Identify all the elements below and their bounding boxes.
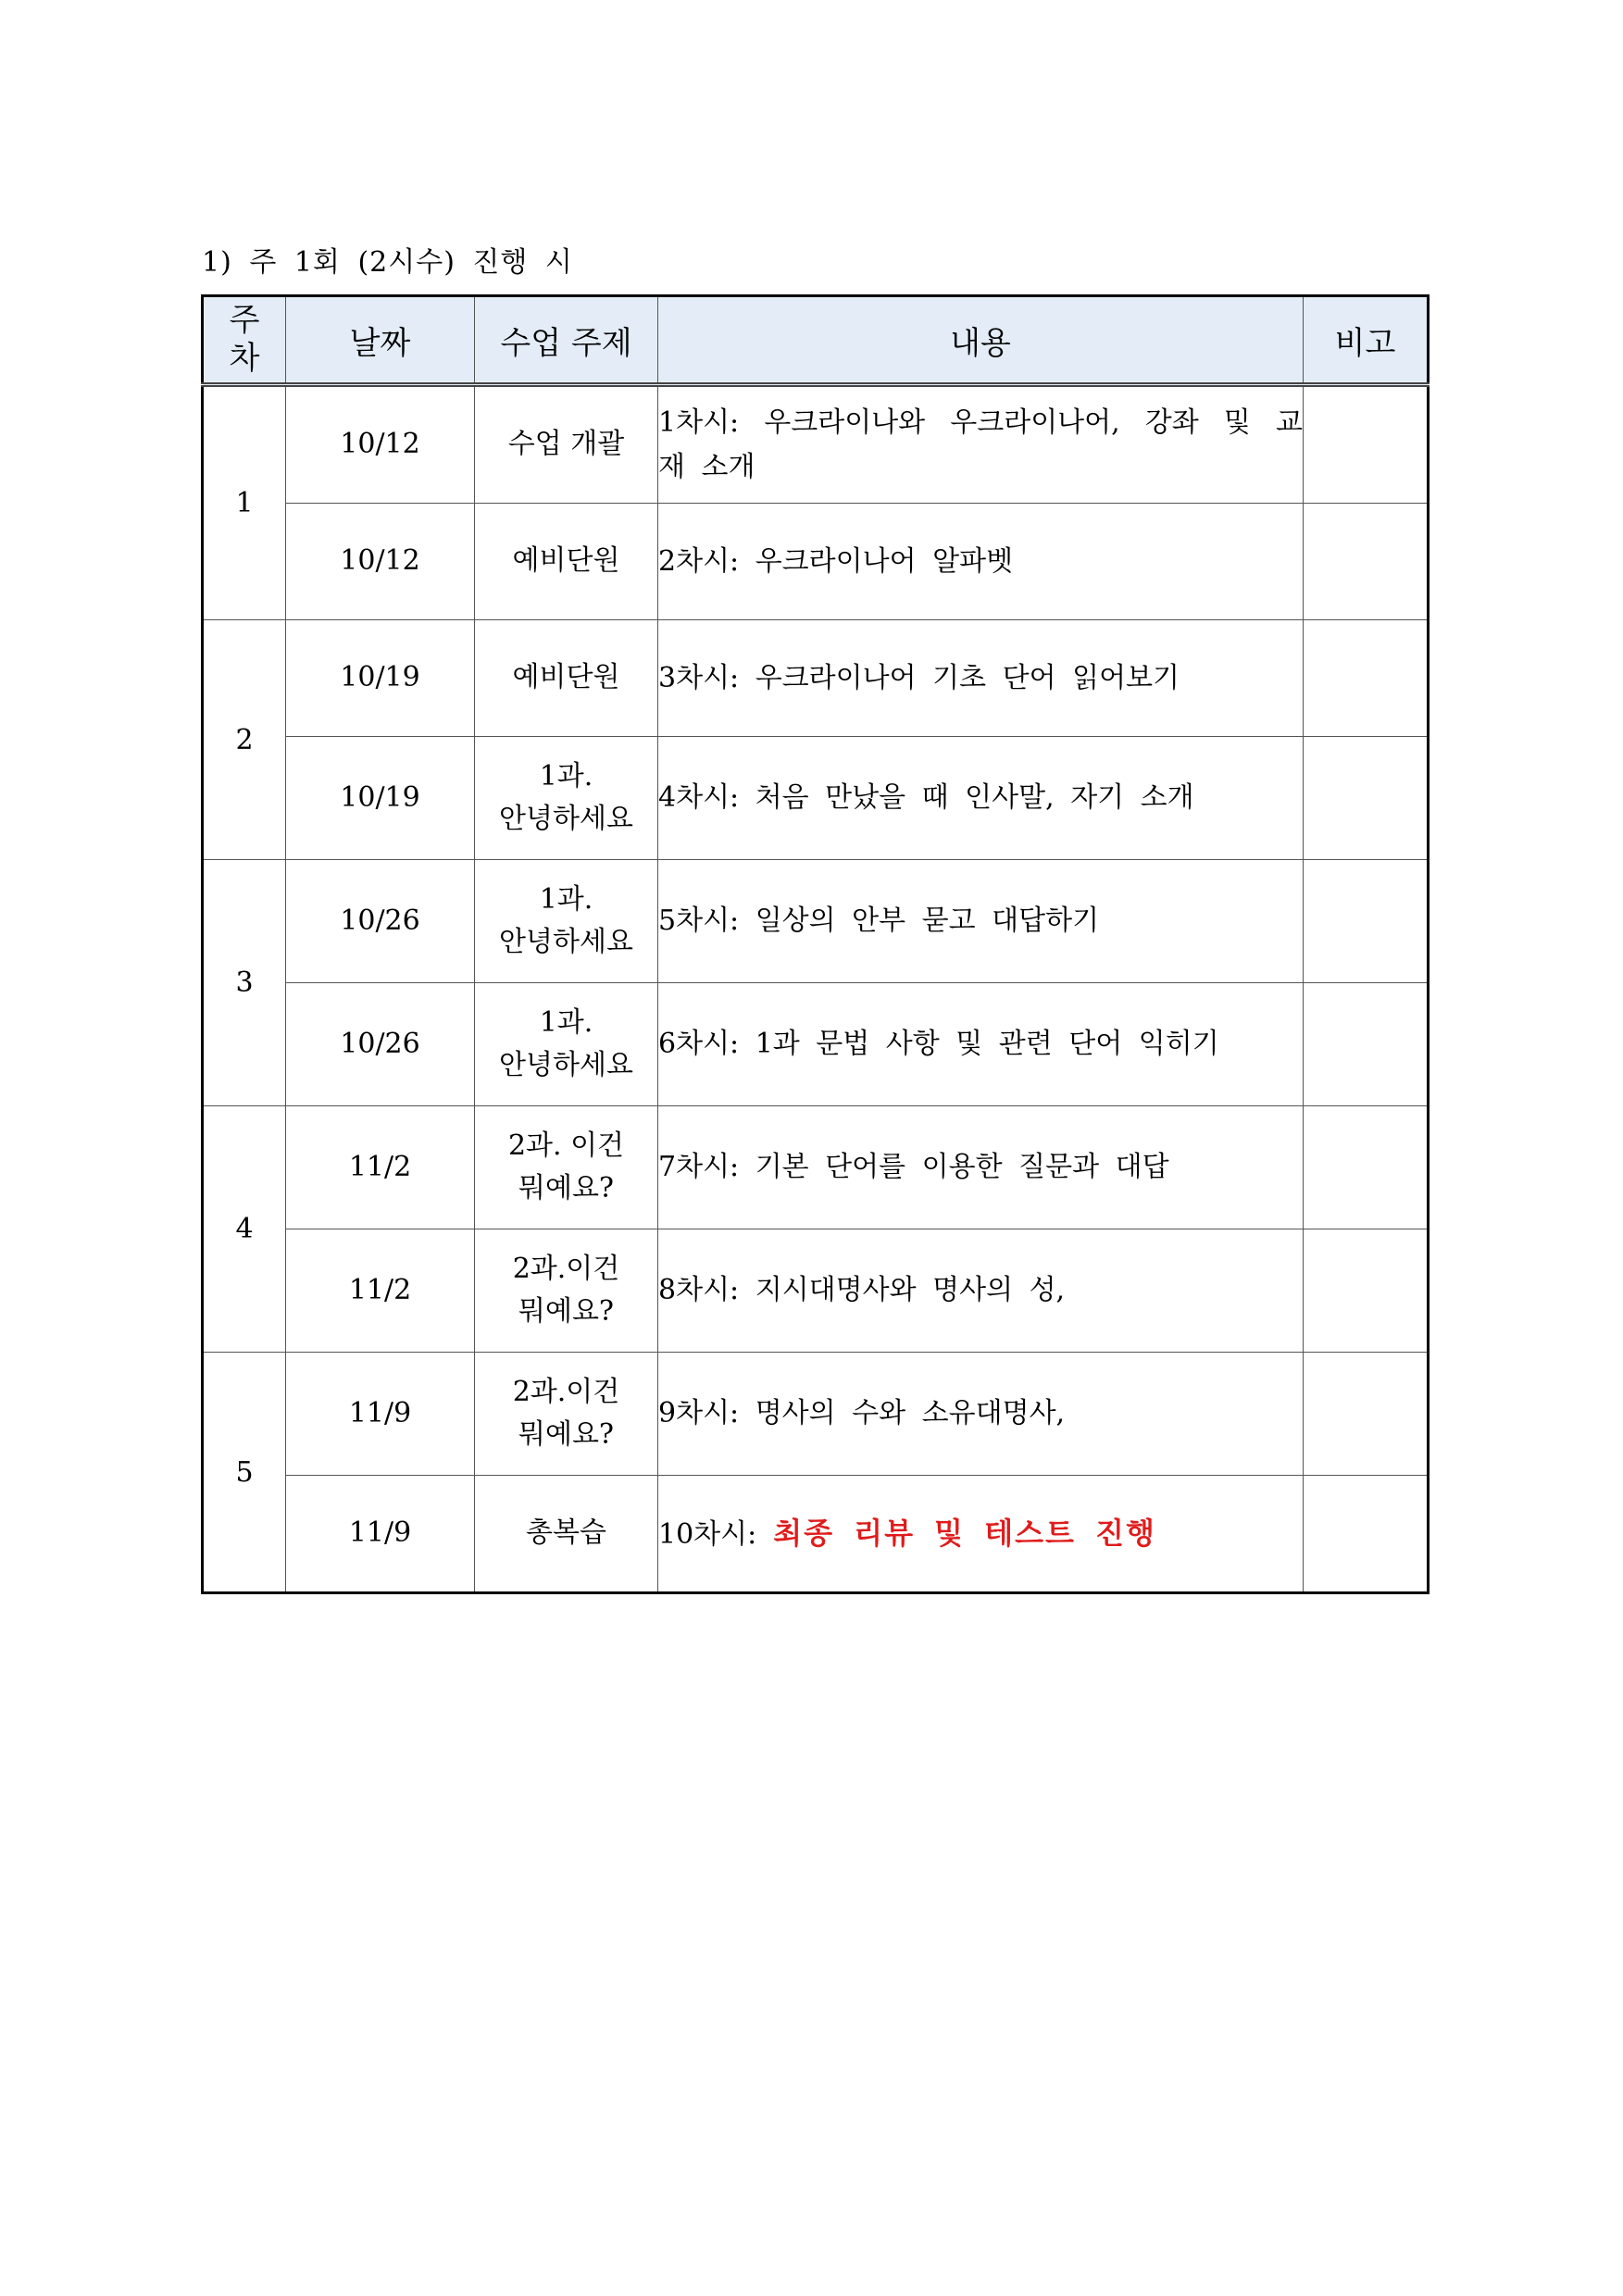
topic-cell xyxy=(475,504,658,620)
table-row xyxy=(203,504,1429,620)
header-week-line2: 차 xyxy=(229,340,260,377)
date-cell: 10/12 xyxy=(286,385,475,504)
content-line xyxy=(658,401,1303,445)
table-row xyxy=(203,1476,1429,1593)
topic-line: 안녕하세요 xyxy=(499,803,633,835)
topic-cell xyxy=(475,1106,658,1229)
content-cell: 6차시: 1과 문법 사항 및 관련 단어 익히기 xyxy=(658,983,1304,1106)
table-row xyxy=(203,1106,1429,1229)
content-cell: 2차시: 우크라이나어 알파벳 xyxy=(658,504,1304,620)
topic-line: 1과. xyxy=(539,1005,593,1039)
content-word: 강좌 xyxy=(1144,406,1199,439)
table-row xyxy=(203,737,1429,860)
week-cell: 4 xyxy=(203,1106,286,1353)
topic-line: 예비단원 xyxy=(512,661,620,694)
note-cell xyxy=(1304,860,1429,983)
week-cell: 1 xyxy=(203,385,286,620)
topic-line: 뭐예요? xyxy=(518,1418,615,1451)
table-row xyxy=(203,620,1429,737)
content-word: 우크라이나와 xyxy=(764,406,926,439)
content-word: 및 xyxy=(1223,406,1251,439)
note-cell xyxy=(1304,1106,1429,1229)
header-topic: 수업 주제 xyxy=(475,296,658,385)
date-cell: 11/9 xyxy=(286,1476,475,1593)
topic-line: 뭐예요? xyxy=(518,1172,615,1204)
note-cell xyxy=(1304,1476,1429,1593)
table-row xyxy=(203,1353,1429,1476)
highlight-text: 최종 리뷰 및 테스트 진행 xyxy=(773,1515,1156,1551)
topic-line: 예비단원 xyxy=(512,544,620,578)
content-cell: 7차시: 기본 단어를 이용한 질문과 대답 xyxy=(658,1106,1304,1229)
topic-line: 2과. 이건 xyxy=(507,1129,625,1162)
topic-line: 수업 개괄 xyxy=(507,428,625,461)
content-cell: 4차시: 처음 만났을 때 인사말, 자기 소개 xyxy=(658,737,1304,860)
header-week-line1: 주 xyxy=(229,302,260,340)
note-cell xyxy=(1304,1353,1429,1476)
table-row xyxy=(203,385,1429,504)
table-body xyxy=(203,385,1429,1593)
date-cell: 11/2 xyxy=(286,1106,475,1229)
header-date: 날짜 xyxy=(286,296,475,385)
date-cell: 10/19 xyxy=(286,620,475,737)
content-word: 우크라이나어, xyxy=(950,406,1120,439)
topic-line: 1과. xyxy=(539,882,593,916)
week-cell: 5 xyxy=(203,1353,286,1593)
section-heading: 1) 주 1회 (2시수) 진행 시 xyxy=(202,246,573,279)
note-cell xyxy=(1304,620,1429,737)
week-cell: 2 xyxy=(203,620,286,860)
header-content: 내용 xyxy=(658,296,1304,385)
content-cell: 5차시: 일상의 안부 묻고 대답하기 xyxy=(658,860,1304,983)
topic-cell xyxy=(475,1229,658,1353)
date-cell: 11/9 xyxy=(286,1353,475,1476)
date-cell: 10/19 xyxy=(286,737,475,860)
topic-line: 2과.이건 xyxy=(512,1252,620,1285)
table-row xyxy=(203,1229,1429,1353)
topic-cell xyxy=(475,860,658,983)
content-prefix: 10차시: xyxy=(658,1517,757,1551)
date-cell: 10/26 xyxy=(286,983,475,1106)
schedule-table xyxy=(201,294,1429,1594)
content-cell xyxy=(658,1476,1304,1593)
topic-line: 총복습 xyxy=(526,1516,606,1550)
topic-line: 뭐예요? xyxy=(518,1295,615,1328)
topic-cell xyxy=(475,983,658,1106)
table-header-row xyxy=(203,296,1429,385)
date-cell: 11/2 xyxy=(286,1229,475,1353)
table-row xyxy=(203,983,1429,1106)
content-cell: 9차시: 명사의 수와 소유대명사, xyxy=(658,1353,1304,1476)
note-cell xyxy=(1304,385,1429,504)
content-word: 교 xyxy=(1275,406,1303,439)
content-prefix: 1차시: xyxy=(658,406,740,439)
content-cell: 3차시: 우크라이나어 기초 단어 읽어보기 xyxy=(658,620,1304,737)
topic-line: 안녕하세요 xyxy=(499,1049,633,1081)
table-row xyxy=(203,860,1429,983)
topic-cell xyxy=(475,1353,658,1476)
topic-cell xyxy=(475,1476,658,1593)
topic-line: 2과.이건 xyxy=(512,1375,620,1408)
date-cell: 10/12 xyxy=(286,504,475,620)
week-cell: 3 xyxy=(203,860,286,1106)
topic-cell xyxy=(475,737,658,860)
topic-line: 안녕하세요 xyxy=(499,926,633,958)
date-cell: 10/26 xyxy=(286,860,475,983)
topic-line: 1과. xyxy=(539,759,593,792)
header-note: 비고 xyxy=(1304,296,1429,385)
content-line: 재 소개 xyxy=(658,450,755,483)
content-cell xyxy=(658,385,1304,504)
content-cell: 8차시: 지시대명사와 명사의 성, xyxy=(658,1229,1304,1353)
header-week xyxy=(203,296,286,385)
topic-cell xyxy=(475,620,658,737)
note-cell xyxy=(1304,504,1429,620)
note-cell xyxy=(1304,983,1429,1106)
note-cell xyxy=(1304,737,1429,860)
note-cell xyxy=(1304,1229,1429,1353)
topic-cell xyxy=(475,385,658,504)
